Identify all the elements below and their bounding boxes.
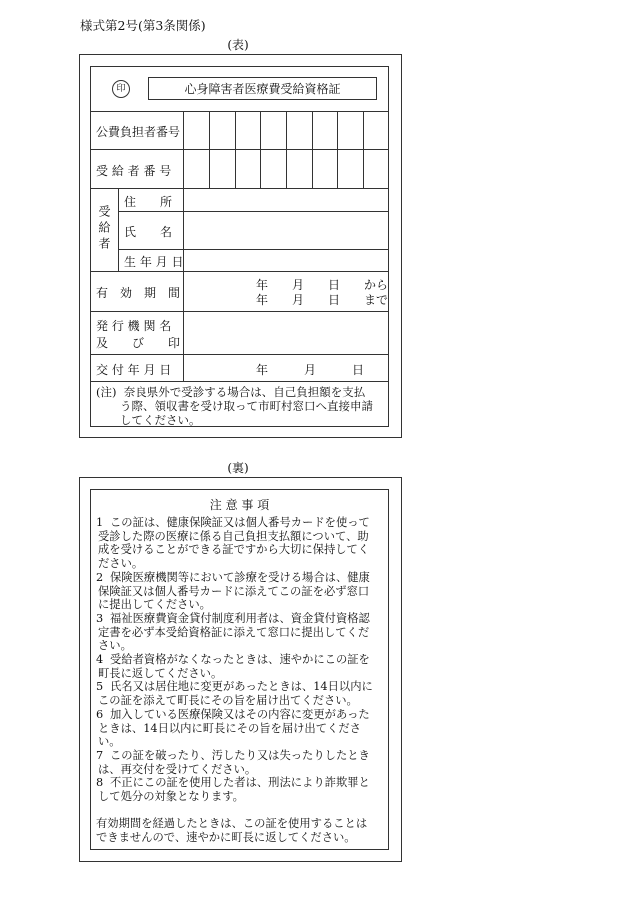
row-divider xyxy=(90,311,389,312)
row-divider xyxy=(90,271,389,272)
note-line: う際、領収書を受け取って市町村窓口へ直接申請 xyxy=(120,399,373,413)
digit-cell-divider xyxy=(312,111,313,188)
row-divider xyxy=(90,188,389,189)
notes-heading: 注 意 事 項 xyxy=(209,498,270,512)
issuer-label-line2: 及 び 印 xyxy=(96,336,181,350)
row-divider xyxy=(118,249,389,250)
note-item-text: 保険医療機関等において診療を受ける場合は、健康 xyxy=(110,570,370,584)
note-item-line: 町長に返してください。 xyxy=(98,666,223,680)
note-item-line xyxy=(96,653,388,667)
validity-to: 年 月 日 まで xyxy=(256,293,389,307)
notes-list xyxy=(96,516,388,804)
note-item-line: は、再交付を受けてください。 xyxy=(98,762,257,776)
digit-cell-divider xyxy=(209,111,210,188)
note-item-number: 4 xyxy=(96,653,104,667)
note-item-line xyxy=(96,612,388,626)
row-divider xyxy=(90,149,389,150)
note-item-text: 福祉医療費資金貸付制度利用者は、資金貸付資格認 xyxy=(110,611,370,625)
note-item-text: 受給者資格がなくなったときは、速やかにこの証を xyxy=(110,653,370,667)
note-item xyxy=(96,571,388,612)
closing-note xyxy=(96,817,388,844)
digit-cell-divider xyxy=(260,111,261,188)
digit-cell-divider xyxy=(286,111,287,188)
row-divider xyxy=(90,111,389,112)
note-item-text: 氏名又は居住地に変更があったときは、14日以内に xyxy=(110,680,373,694)
row-divider xyxy=(118,211,389,212)
birthdate-label: 生 年 月 日 xyxy=(124,255,184,269)
note-item-text: この証を破ったり、汚したり又は失ったりしたとき xyxy=(110,748,370,762)
back-side-label: (裏) xyxy=(227,461,249,475)
note-item-line xyxy=(96,749,388,763)
note-item-text: 加入している医療保険又はその内容に変更があった xyxy=(110,707,370,721)
issue-date-label: 交 付 年 月 日 xyxy=(96,363,172,377)
front-side-label: (表) xyxy=(227,38,249,52)
digit-cell-divider xyxy=(235,111,236,188)
note-line: 奈良県外で受診する場合は、自己負担額を支払 xyxy=(123,385,366,399)
note-item-line: 保険証又は個人番号カードに添えてこの証を必ず窓口 xyxy=(98,584,370,598)
note-item-line xyxy=(96,776,388,790)
name-label: 氏 名 xyxy=(124,225,173,239)
seal-icon: 印 xyxy=(112,80,130,98)
note-item-line xyxy=(96,680,388,694)
closing-line: 有効期間を経過したときは、この証を使用することは xyxy=(96,817,368,830)
note-item xyxy=(96,516,388,571)
digit-cell-divider xyxy=(363,111,364,188)
issuer-label-line1: 発 行 機 関 名 xyxy=(96,319,172,333)
note-label: (注) xyxy=(96,385,117,399)
note-item-number: 8 xyxy=(96,776,104,790)
note-item-line: 定書を必ず本受給資格証に添えて窓口に提出してくだ xyxy=(98,625,370,639)
note-item xyxy=(96,680,388,707)
note-item-number: 2 xyxy=(96,570,104,584)
note-item-line: に提出してください。 xyxy=(98,598,211,612)
column-divider xyxy=(183,111,184,381)
note-item-text: この証は、健康保険証又は個人番号カードを使って xyxy=(110,516,370,529)
note-item-number: 1 xyxy=(96,516,104,529)
note-item-line xyxy=(96,571,388,585)
note-item-line: この証を添えて町長にその旨を届け出てください。 xyxy=(98,694,358,708)
closing-line: できませんので、速やかに町長に返してください。 xyxy=(96,830,356,844)
note-item-line xyxy=(96,516,388,530)
digit-cell-divider xyxy=(337,111,338,188)
note-item-number: 5 xyxy=(96,680,104,694)
note-item-line: さい。 xyxy=(98,639,132,653)
payer-number-label: 公費負担者番号 xyxy=(96,125,181,139)
recipient-number-label: 受 給 者 番 号 xyxy=(96,164,172,178)
note-item-line: い。 xyxy=(98,735,121,749)
note-item-text: 不正にこの証を使用した者は、刑法により詐欺罪と xyxy=(110,776,370,790)
note-item-line: 受診した際の医療に係る自己負担支払額について、助 xyxy=(98,529,369,543)
note-item-line: ときは、14日以内に町長にその旨を届け出てくださ xyxy=(98,721,361,735)
note-item xyxy=(96,653,388,680)
note-line: してください。 xyxy=(120,413,201,427)
note-item-line: 成を受けることができる証ですから大切に保持してく xyxy=(98,543,370,557)
front-note xyxy=(96,385,386,427)
note-item xyxy=(96,708,388,749)
row-divider xyxy=(90,381,389,382)
note-item-number: 6 xyxy=(96,707,104,721)
note-item-line xyxy=(96,708,388,722)
column-divider xyxy=(118,188,119,271)
note-item-number: 3 xyxy=(96,611,104,625)
note-item-line: して処分の対象となります。 xyxy=(98,790,244,804)
note-item xyxy=(96,776,388,803)
issue-date-value: 年 月 日 xyxy=(256,363,365,377)
note-item-line: ださい。 xyxy=(98,557,144,571)
note-item xyxy=(96,749,388,776)
certificate-title: 心身障害者医療費受給資格証 xyxy=(148,77,377,100)
form-number-label: 様式第2号(第3条関係) xyxy=(80,18,206,33)
validity-from: 年 月 日 から xyxy=(256,278,389,292)
note-item-number: 7 xyxy=(96,748,104,762)
note-item xyxy=(96,612,388,653)
row-divider xyxy=(90,354,389,355)
address-label: 住 所 xyxy=(124,195,173,209)
recipient-group-label: 受給者 xyxy=(97,205,111,253)
validity-label: 有 効 期 間 xyxy=(96,286,181,300)
